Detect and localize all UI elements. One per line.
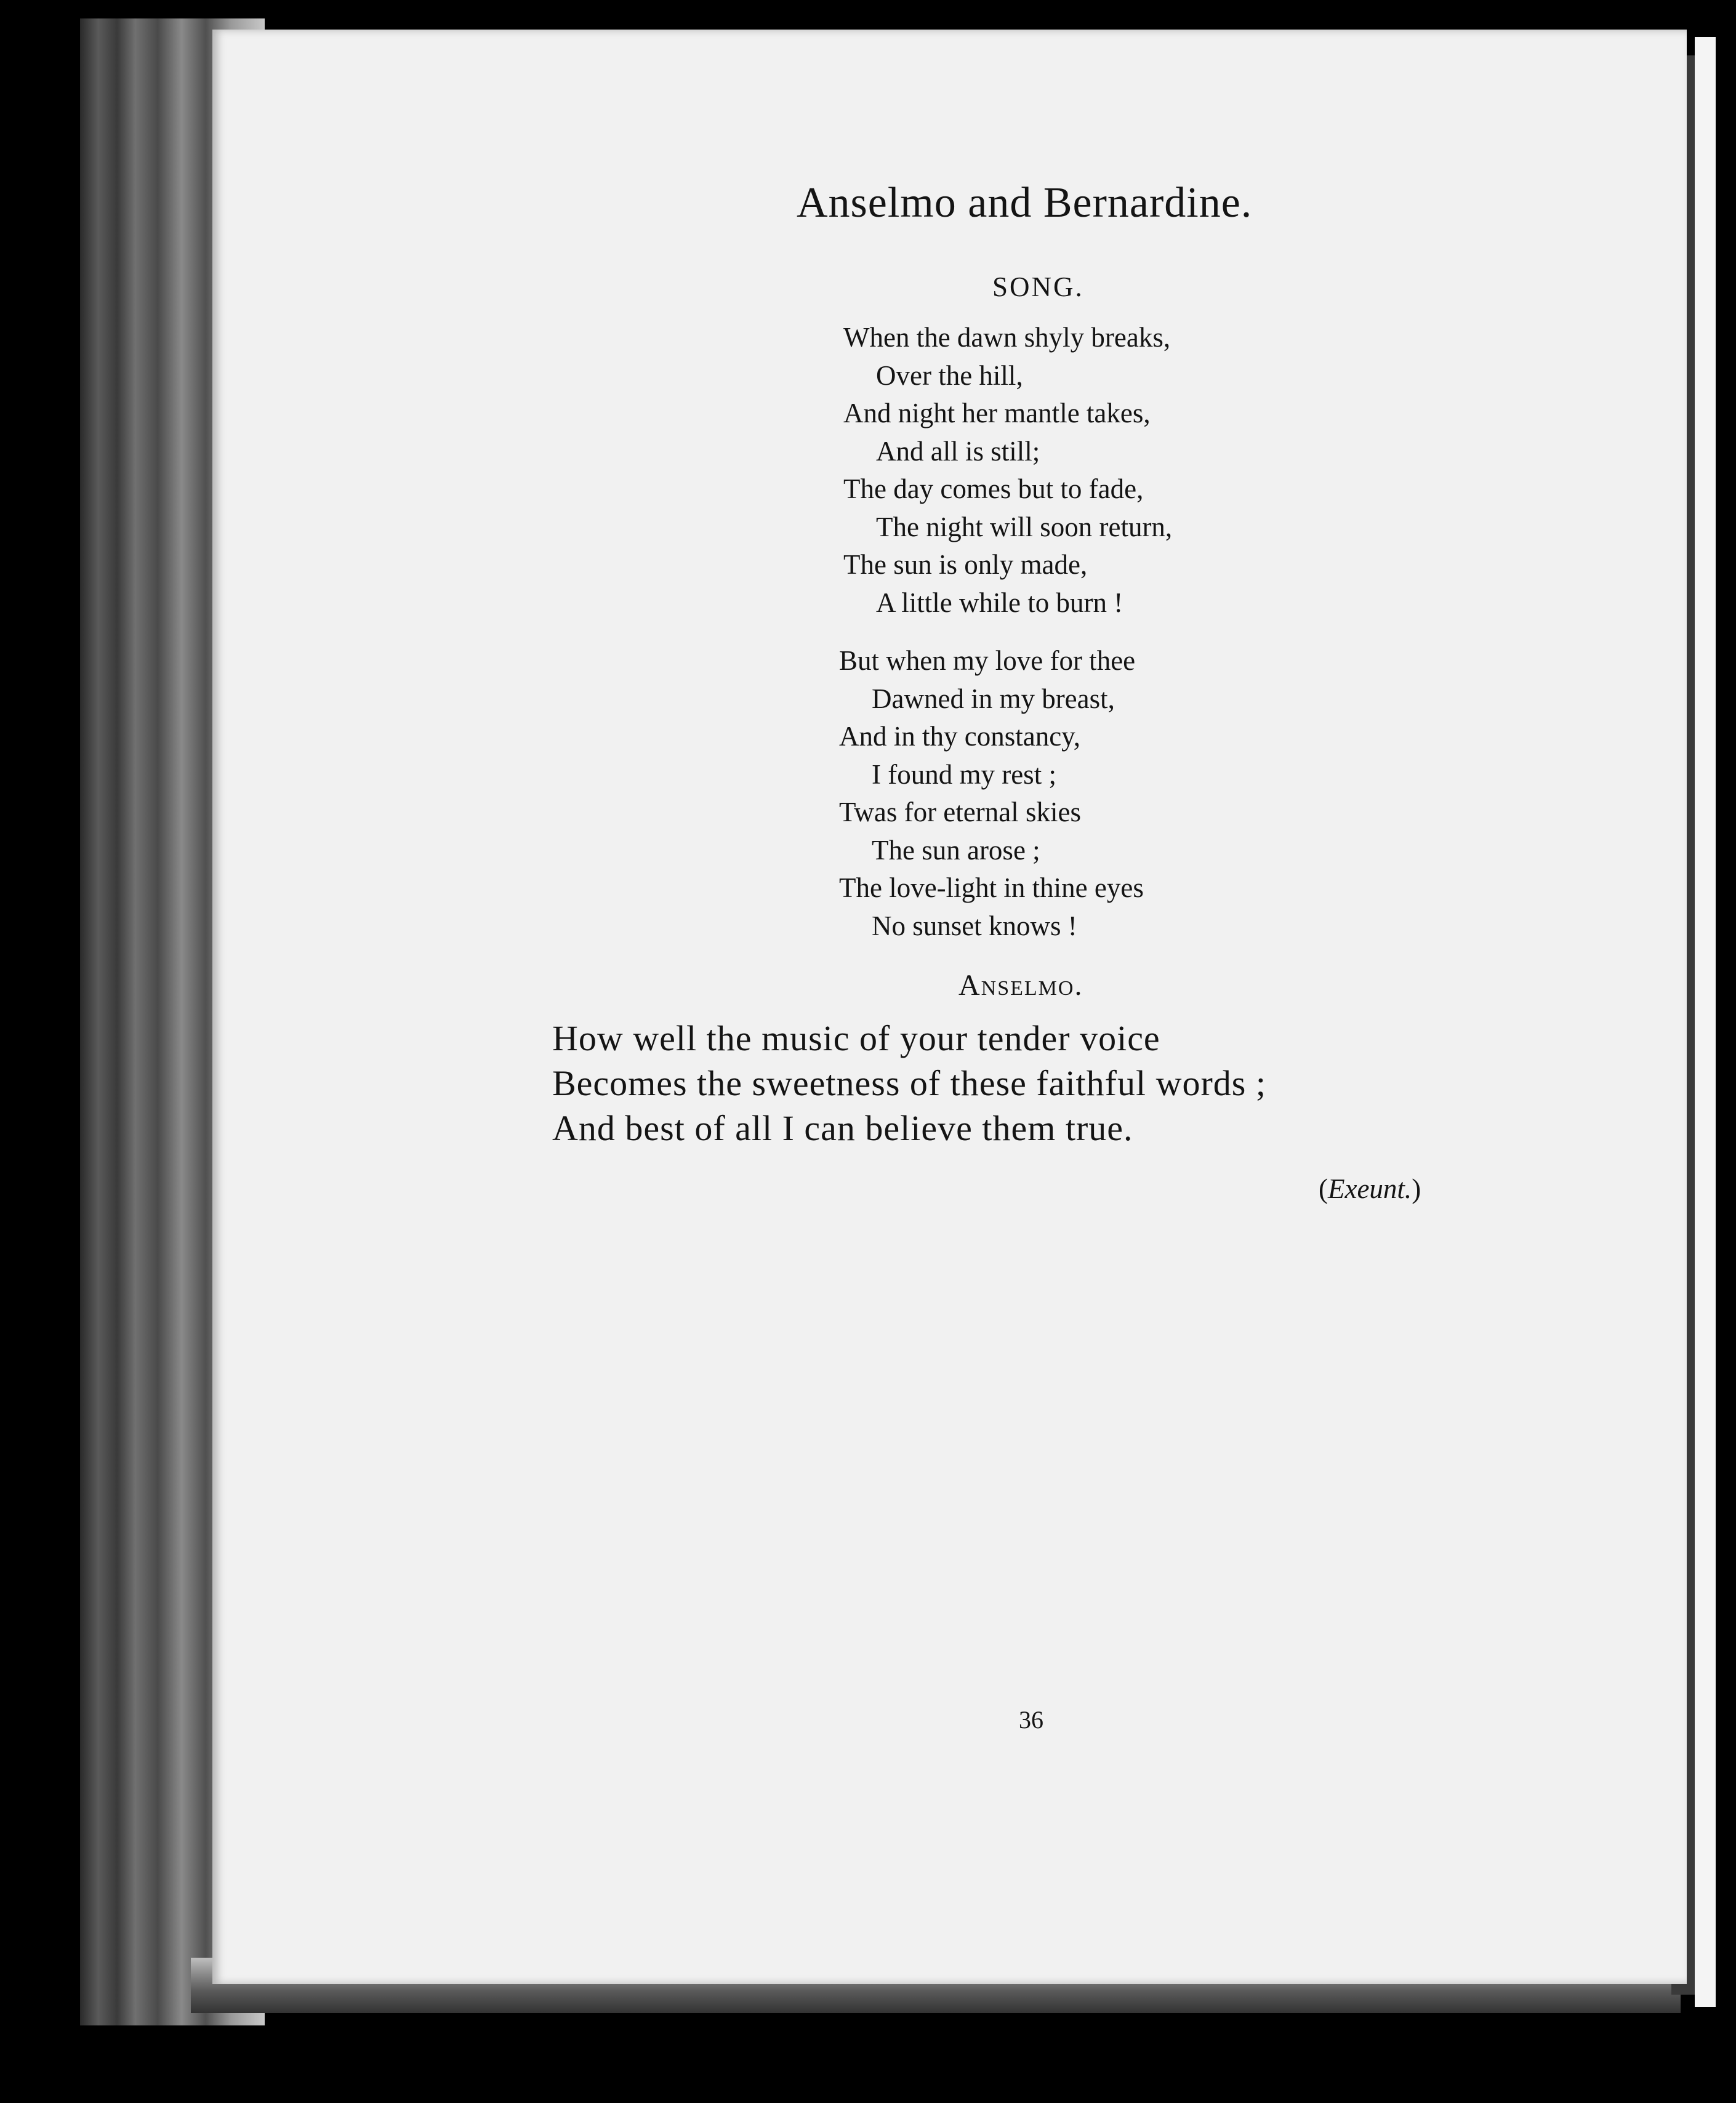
verse-line: No sunset knows ! (872, 910, 1077, 941)
verse-line: And night her mantle takes, (843, 398, 1151, 428)
verse-line: The love-light in thine eyes (839, 872, 1144, 903)
verse-line: The sun is only made, (843, 549, 1088, 580)
speech-line: Becomes the sweetness of these faithful words ; (552, 1063, 1266, 1103)
speaker-name: Anselmo. (958, 969, 1083, 1002)
verse-line: When the dawn shyly breaks, (843, 322, 1171, 353)
running-title: Anselmo and Bernardine. (797, 179, 1253, 227)
verse-line: Over the hill, (876, 360, 1023, 391)
verse-line: Dawned in my breast, (872, 683, 1115, 714)
stage-direction-close: ) (1412, 1173, 1421, 1204)
stage-direction (1319, 1173, 1421, 1205)
verse-line: The day comes but to fade, (843, 473, 1144, 504)
page-number: 36 (1019, 1706, 1043, 1734)
verse-line: And in thy constancy, (839, 721, 1081, 752)
song-stanza-1 (843, 319, 1172, 622)
song-heading: SONG. (992, 271, 1084, 302)
facing-page-edge (1695, 37, 1716, 2007)
verse-line: But when my love for thee (839, 645, 1136, 676)
verse-line: Twas for eternal skies (839, 797, 1081, 827)
song-stanza-2 (839, 642, 1144, 945)
stage-direction-text: Exeunt. (1328, 1173, 1412, 1204)
speech-block (552, 1016, 1266, 1151)
verse-line: And all is still; (876, 435, 1040, 467)
verse-line: The sun arose ; (872, 834, 1040, 866)
verse-line: A little while to burn ! (876, 587, 1123, 618)
speech-line: How well the music of your tender voice (552, 1018, 1160, 1058)
verse-line: I found my rest ; (872, 758, 1056, 790)
verse-line: The night will soon return, (876, 511, 1173, 542)
speech-line: And best of all I can believe them true. (552, 1108, 1133, 1148)
stage-direction-open: ( (1319, 1173, 1328, 1204)
